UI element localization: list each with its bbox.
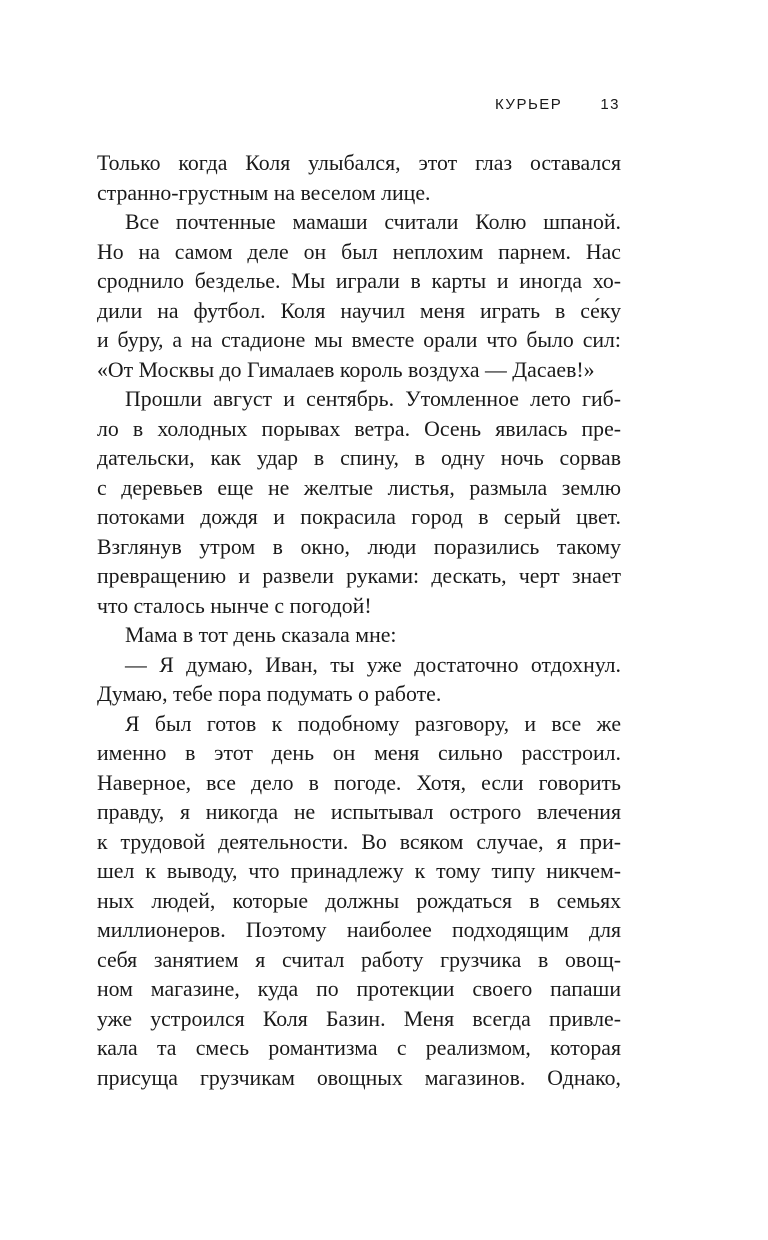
text-line: к трудовой деятельности. Во всяком случае, я при- — [97, 829, 621, 854]
text-line: странно-грустным на веселом лице. — [97, 180, 431, 205]
text-line: Взглянув утром в окно, люди поразились такому — [97, 534, 621, 559]
text-line: Я был готов к подобному разговору, и все же — [125, 711, 621, 736]
text-line: потоками дождя и покрасила город в серый цвет. — [97, 505, 621, 529]
text-line: Прошли август и сентябрь. Утомленное лето гиб- — [125, 387, 621, 411]
text-line: сроднило безделье. Мы играли в карты и иногда хо- — [97, 269, 621, 293]
running-head — [495, 96, 620, 113]
text-line: «От Москвы до Гималаев король воздуха — Дасаев!» — [97, 357, 595, 382]
running-title: КУРЬЕР — [495, 96, 563, 113]
text-line: Но на самом деле он был неплохим парнем. Нас — [97, 239, 621, 264]
text-line: уже устроился Коля Базин. Меня всегда привле- — [97, 1006, 621, 1031]
text-line: Мама в тот день сказала мне: — [125, 623, 397, 647]
text-line: ло в холодных порывах ветра. Осень явилась пре- — [97, 416, 621, 441]
text-line: что сталось нынче с погодой! — [97, 593, 372, 618]
body-text — [97, 149, 621, 1093]
text-line: Все почтенные мамаши считали Колю шпаной. — [125, 210, 621, 234]
text-line: шел к выводу, что принадлежу к тому типу никчем- — [97, 859, 621, 883]
text-line: миллионеров. Поэтому наиболее подходящим для — [97, 918, 621, 942]
text-line: — Я думаю, Иван, ты уже достаточно отдохнул. — [125, 652, 621, 677]
text-line: ном магазине, куда по протекции своего папаши — [97, 977, 621, 1001]
text-line: кала та смесь романтизма с реализмом, которая — [97, 1036, 621, 1060]
text-line: ных людей, которые должны рождаться в семьях — [97, 888, 621, 913]
text-line: Только когда Коля улыбался, этот глаз оставался — [97, 151, 621, 175]
text-line: и буру, а на стадионе мы вместе орали что было сил: — [97, 328, 621, 352]
text-line: с деревьев еще не желтые листья, размыла землю — [97, 475, 621, 500]
page-number: 13 — [600, 96, 620, 113]
text-line: дательски, как удар в спину, в одну ночь сорвав — [97, 446, 621, 470]
text-line: именно в этот день он меня сильно расстроил. — [97, 741, 621, 765]
text-line: Наверное, все дело в погоде. Хотя, если говорить — [97, 770, 621, 795]
text-line: себя занятием я считал работу грузчика в овощ- — [97, 947, 621, 972]
text-line: дили на футбол. Коля научил меня играть в се́ку — [97, 298, 621, 323]
text-line: присуща грузчикам овощных магазинов. Однако, — [97, 1065, 621, 1090]
text-line: превращению и развели руками: дескать, черт знает — [97, 564, 621, 588]
text-line: Думаю, тебе пора подумать о работе. — [97, 682, 442, 706]
text-line: правду, я никогда не испытывал острого влечения — [97, 800, 621, 824]
